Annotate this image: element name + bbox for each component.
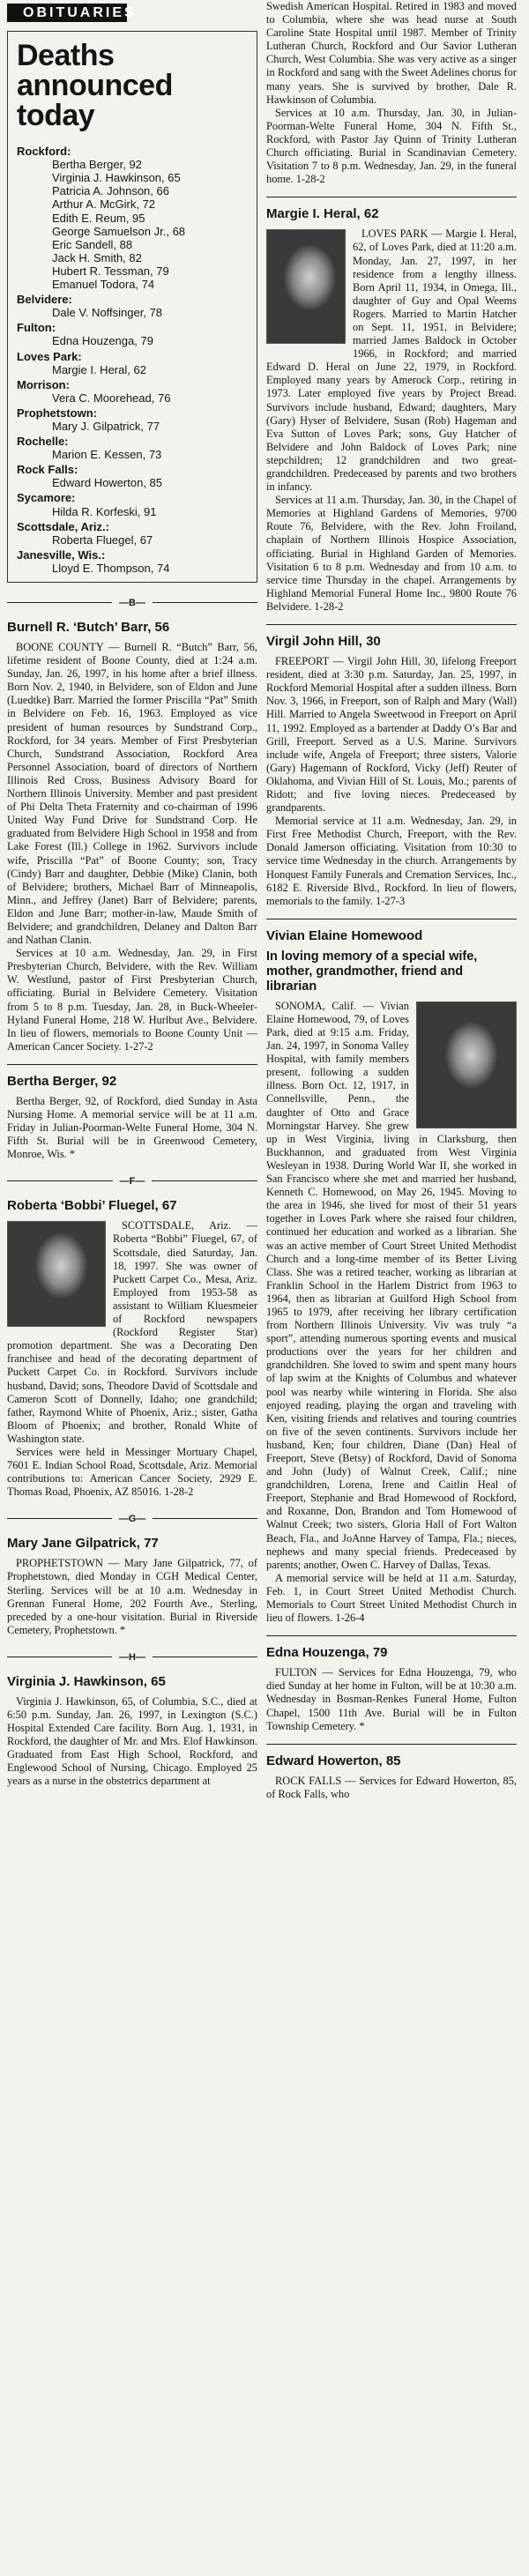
obit-fluegel (7, 1198, 257, 1499)
obit-headline: Bertha Berger, 92 (7, 1073, 117, 1089)
summary-person: Virginia J. Hawkinson, 65 (52, 171, 181, 185)
obit-body: BOONE COUNTY — Burnell R. “Butch” Barr, 56, lifetime resident of Boone County, died at 1:24 a.m. Sunday, Jan. 26, 1997, in his home after a brief illness. Born Nov. 2, 1940, in Belvidere, son of Eldon and June (Luedtke) Barr. Married the former Priscilla “Pat” Smith in Belvidere on Feb. 16, 1963. Employed as vice president of human resources by Sundstrand Corp., Rockford, for 34 years. Member of First Presbyterian Church, Sundstrand Association, Rockford Area Personnel Association, board of directors of Northern Illinois Red Cross, Business Advisory Board for Northern Illinois University. Member and past president of Phi Delta Theta Fraternity and co-chairman of 1996 United Way Fund Drive for Sundstrand Corp. He graduated from Belvidere High School in 1958 and from Lake Forest (Ill.) College in 1962. Survivors include wife, Priscilla “Pat” of Boone County; son, Tracy (Cindy) Barr and daughter, Debbie (Mike) Clanin, both of Belvidere; brothers, Michael Barr of Minneapolis, Minn., and Jeffrey (Janet) Barr of Belvidere; parents, Eldon and June Barr; mother-in-law, Maude Smith of Belvidere; and grandchildren, Delaney and Dalton Barr and Nathan Clanin. (7, 641, 257, 947)
summary-person: Mary J. Gilpatrick, 77 (52, 419, 160, 433)
obit-services: Services were held in Messinger Mortuary Chapel, 7601 E. Indian School Road, Scottsdale, Ariz. Memorial contributions to: American Cancer Society, 2929 E. Thomas Road, Phoenix, AZ 85016. 1-28-2 (7, 1445, 257, 1499)
obit-headline: Edward Howerton, 85 (266, 1753, 401, 1768)
obit-services: Memorial service at 11 a.m. Wednesday, Jan. 29, in First Free Methodist Church, Freeport, with the Rev. Donald Jamerson officiating. Visitation from 10:30 to service time Wednesday in the church. Arrangements by Honquest Family Funerals and Cremation Services, Inc., 6182 E. Riverside Blvd., Rockford. In lieu of flowers, memorials to the family. 1-27-3 (266, 815, 517, 907)
summary-person: Emanuel Todora, 74 (52, 278, 155, 292)
summary-person: Bertha Berger, 92 (52, 158, 142, 172)
summary-city: Rochelle: (17, 435, 69, 449)
letter-divider-h (7, 1651, 257, 1662)
obit-headline: Mary Jane Gilpatrick, 77 (7, 1536, 159, 1552)
obit-headline: Virginia J. Hawkinson, 65 (7, 1673, 166, 1689)
obit-heral (266, 206, 517, 614)
obit-houzenga (266, 1645, 517, 1732)
obit-hill (266, 634, 517, 908)
obit-headline: Margie I. Heral, 62 (266, 206, 379, 222)
obit-body: Virginia J. Hawkinson, 65, of Columbia, S.C., died at 6:50 p.m. Sunday, Jan. 26, 1997, in Lexington (S.C.) Hospital Extended Care facility. Born Aug. 1, 1931, in Rockford, the daughter of Mr. and Mrs. Elof Hawkinson. Graduated from East High School, Rockford, and Englewood School of Nursing, Chicago. Employed 25 years as a nurse in the obstetrics department at (7, 1694, 257, 1788)
portrait-photo (416, 1001, 517, 1128)
summary-person: Jack H. Smith, 82 (52, 250, 142, 264)
summary-person: Margie I. Heral, 62 (52, 362, 146, 376)
obit-howerton (266, 1753, 517, 1801)
summary-person: Vera C. Moorehead, 76 (52, 391, 171, 405)
obit-headline: Virgil John Hill, 30 (266, 634, 381, 650)
obit-services: Services at 10 a.m. Thursday, Jan. 30, in Julian-Poorman-Welte Funeral Home, 304 N. Fifth St., Rockford, with Pastor Jay Quinn of Trinity Lutheran Church officiating. Burial in Scandinavian Cemetery. Visitation 7 to 8 p.m. Wednesday, Jan. 29, in the funeral home. 1-28-2 (266, 106, 517, 186)
obit-berger (7, 1074, 257, 1161)
obit-headline: Burnell R. ‘Butch’ Barr, 56 (7, 620, 170, 635)
summary-person: Edna Houzenga, 79 (52, 334, 153, 348)
summary-list (17, 145, 248, 575)
summary-person: Eric Sandell, 88 (52, 237, 133, 251)
obit-body: SONOMA, Calif. — Vivian Elaine Homewood, 79, of Loves Park, died at 9:15 a.m. Friday, Jan. 24, 1997, in Sonoma Valley Hospital, with family members present, following a sudden illness. Born Oct. 12, 1917, in Connellsville, Penn., the daughter of Otto and Grace Morningstar Harvey. She grew up in West Virginia, living in Clarksburg, then Buckhannon, and graduated from West Virginia Wesleyan in 1938. During World War II, she worked in San Francisco where she met and married her husband, Kenneth C. Homewood, on May 26, 1945. Moving to the area in 1946, she lived for most of their 51 years together in Loves Park where she raised four children, continued her education and worked as a librarian. She was an active member of Court Street United Methodist Church and a long-time member of its Better Living Class. She was a retired teacher, working as librarian at Franklin School in the Harlem District from 1963 to 1964, then as librarian at Guilford High School from 1965 to 1979, after receiving her library certification from Northern Illinois University. Viv was truly “a sport”, attending numerous sporting events and musical productions over the years for her children and grandchildren. She loved to swim and spent many hours of lap swim at the Knights of Columbus and whatever pool was nearby while wintering in Florida. She also enjoyed reading, playing the organ and traveling with Ken, visiting friends and relatives and touring countries on five of the seven continents. Survivors include her husband, Ken; four children, Diane (Dan) Heal of Freeport, Steve (Betsy) of Rockford, David of Sonoma and John (Judy) of Walnut Creek, Calif.; nine grandchildren, Lorena, Irene and Caitlin Heal of Freeport, Stephanie and Brad Homewood of Rockford, and Roxanne, Don, Brandon and Tom Homewood of Walnut Creek; two sisters, Gloria Hall of Fort Walton Beach, Fla., and JoAnne Harvey of Tampa, Fla.; nieces, nephews and many special friends. Predeceased by parents; another, Owen C. Harvey of Dallas, Texas. (266, 999, 517, 1571)
obit-headline: Vivian Elaine Homewood (266, 927, 423, 943)
obit-body: FULTON — Services for Edna Houzenga, 79, who died Sunday at her home in Fulton, will be at 10:30 a.m. Wednesday in Bosman-Renkes Funeral Home, Fulton Chapel, 1500 11th Ave. Burial will be in Fulton Township Cemetery. * (266, 1666, 517, 1732)
obit-hawkinson-continued (266, 0, 517, 186)
obit-body: PROPHETSTOWN — Mary Jane Gilpatrick, 77, of Prophetstown, died Monday in CGH Medical Center, Sterling. Services will be at 10 a.m. Wednesday in Grennan Funeral Home, 202 Fourth Ave., Sterling, preceded by a one-hour visitation. Burial in Riverside Cemetery, Prophetstown. * (7, 1557, 257, 1636)
obit-body: LOVES PARK — Margie I. Heral, 62, of Loves Park, died at 11:20 a.m. Monday, Jan. 27, 1997, in her residence from a lengthy illness. Born April 11, 1934, in Omega, Ill., daughter of Guy and Opal Weems Rogers. Married to Martin Hatcher on Sept. 11, 1951, in Belvidere; married James Baldock in October 1966, in Rockford; and married Edward D. Heral on June 22, 1979, in Rockford. Employed many years by Amerock Corp., retiring in 1973. Later employed five years by Project Bread. Survivors include husband, Edward; daughters, Mary (Gary) Hyser of Belvidere, Susan (Rob) Hageman and Eva Sutton of Loves Park; sons, Guy Hatcher of Belvidere and John Baldock of Loves Park; nine stepchildren; 12 grandchildren and two great-grandchildren. Predeceased by parents and two brothers in infancy. (266, 227, 517, 494)
divider-label: —H— (112, 1652, 153, 1663)
obit-barr (7, 620, 257, 1053)
divider-label: —F— (113, 1176, 153, 1187)
summary-person: Arthur A. McGirk, 72 (52, 197, 156, 212)
obit-hawkinson (7, 1674, 257, 1789)
letter-divider-b (7, 597, 257, 607)
obit-headline: Edna Houzenga, 79 (266, 1645, 388, 1661)
obit-subheadline: In loving memory of a special wife, mother, grandmother, friend and librarian (266, 949, 478, 994)
divider-rule (266, 624, 517, 625)
obit-services: A memorial service will be held at 11 a.m. Saturday, Feb. 1, in Court Street United Methodist Church. Memorials to Court Street United Methodist Church in lieu of flowers. 1-26-4 (266, 1571, 517, 1625)
obit-homewood (266, 928, 517, 1625)
obit-services: Services at 11 a.m. Thursday, Jan. 30, in the Chapel of Memories at Highland Gardens of Memories, 9700 Route 76, Belvidere, with the Rev. John Froiland, chaplain of Northern Illinois Hospice Association, officiating. Burial in Highland Garden of Memories. Visitation 6 to 8 p.m. Wednesday and from 10 a.m. to service time Thursday in the chapel. Arrangements by Highland Memorial Funeral Home Inc., 9800 Route 76 Belvidere. 1-28-2 (266, 494, 517, 613)
summary-person: Dale V. Noffsinger, 78 (52, 306, 163, 320)
obit-headline: Roberta ‘Bobbi’ Fluegel, 67 (7, 1198, 177, 1214)
section-masthead: OBITUARIES (7, 4, 127, 22)
obit-services: Services at 10 a.m. Wednesday, Jan. 29, in First Presbyterian Church, Belvidere, with the Rev. William W. Westlund, pastor of First Presbyterian Church, officiating. Burial in Belvidere Cemetery. Visitation from 5 to 8 p.m. Tuesday, Jan. 28, in Buck-Wheeler-Hyland Funeral Home, 218 W. Hurlbut Ave., Belvidere. In lieu of flowers, memorials to Boone County Unit — American Cancer Society. 1-27-2 (7, 947, 257, 1053)
obit-body: Bertha Berger, 92, of Rockford, died Sunday in Asta Nursing Home. A memorial service will be at 11 a.m. Friday in Julian-Poorman-Welte Funeral Home, 304 N. Fifth St. Burial will be in Greenwood Cemetery, Monroe, Wis. * (7, 1094, 257, 1161)
summary-person: Lloyd E. Thompson, 74 (52, 561, 170, 575)
letter-divider-g (7, 1513, 257, 1523)
portrait-photo (7, 1221, 106, 1327)
obit-gilpatrick (7, 1536, 257, 1637)
right-column (266, 0, 517, 1801)
summary-title (17, 39, 248, 133)
summary-city: Scottsdale, Ariz.: (17, 519, 109, 533)
summary-person: Hubert R. Tessman, 79 (52, 264, 169, 278)
summary-title-line: announced (17, 69, 173, 103)
summary-title-line: today (17, 99, 95, 133)
divider-rule (266, 1744, 517, 1745)
obit-body: SCOTTSDALE, Ariz. — Roberta “Bobbi” Fluegel, 67, of Scottsdale, died Saturday, Jan. 18, 1997. She was owner of Puckett Carpet Co., Mesa, Ariz. Employed from 1953-58 as assistant to William Kluesmeier of Rockford newspapers (Rockford Register Star) promotion department. She was a Decorating Den franchisee and head of the decorating department of Puckett Carpet Co. in Rockford. Survivors include husband, David; sons, Theodore David of Scottsdale and Cameron Scott of Donnelly, Idaho; one grandchild; father, Raymond White of Phoenix, Ariz.; sister, Gatha Bloom of Phoenix; and brother, Ronald White of Washington state. (7, 1219, 257, 1445)
obit-body: ROCK FALLS — Services for Edward Howerton, 85, of Rock Falls, who (266, 1774, 517, 1800)
summary-city: Janesville, Wis.: (17, 547, 106, 562)
portrait-photo (266, 229, 346, 344)
obit-body: Swedish American Hospital. Retired in 1983 and moved to Columbia, where she was head nurse at South Caroline State Hospital until 1987. Member of Trinity Lutheran Church, Rockford and Our Savior Lutheran Church, West Columbia. She was very active as a singer in Rockford and sang with the Sweet Adelines chorus for many years. She is survived by brother, Dale R. Hawkinson of Columbia. (266, 0, 517, 106)
summary-person: Roberta Fluegel, 67 (52, 532, 153, 547)
summary-person: Edith E. Reum, 95 (52, 211, 145, 225)
deaths-summary-box (7, 31, 257, 583)
obit-body: FREEPORT — Virgil John Hill, 30, lifelong Freeport resident, died at 3:30 p.m. Saturday, Jan. 25, 1997, in Rockford Memorial Hospital after a sudden illness. Born Nov. 3, 1966, in Freeport, son of Ralph and Mary (Wall) Hill. Married to Angela Sweetwood in Freeport on April 11, 1992. Employed as a bartender at Daddy O’s Bar and Grill, Freeport. Served as a U.S. Marine. Survivors include wife, Angela of Freeport; three sisters, Valorie (Gary) Hagemann of Rockford, Vicky (Jeff) Reuter of Oklahoma, and Vivian Hill of St. Louis, Mo.; parents of Ridott; and five loving nieces. Predeceased by grandparents. (266, 655, 517, 815)
summary-city: Belvidere: (17, 293, 72, 307)
summary-title-line: Deaths (17, 39, 115, 73)
summary-city: Fulton: (17, 321, 56, 335)
summary-person: Patricia A. Johnson, 66 (52, 184, 169, 198)
summary-person: Hilda R. Korfeski, 91 (52, 504, 157, 518)
divider-label: —B— (112, 598, 153, 608)
divider-rule (266, 1635, 517, 1636)
summary-person: Edward Howerton, 85 (52, 476, 163, 490)
divider-rule (7, 1064, 257, 1065)
summary-person: Marion E. Kessen, 73 (52, 448, 162, 462)
summary-city: Prophetstown: (17, 406, 97, 420)
summary-city: Rock Falls: (17, 463, 78, 477)
left-column (7, 0, 257, 1789)
summary-city: Rockford: (17, 145, 71, 159)
letter-divider-f (7, 1175, 257, 1186)
summary-person: George Samuelson Jr., 68 (52, 224, 186, 238)
summary-city: Morrison: (17, 377, 70, 391)
summary-city: Loves Park: (17, 349, 82, 363)
divider-label: —G— (112, 1514, 153, 1524)
summary-city: Sycamore: (17, 491, 76, 505)
